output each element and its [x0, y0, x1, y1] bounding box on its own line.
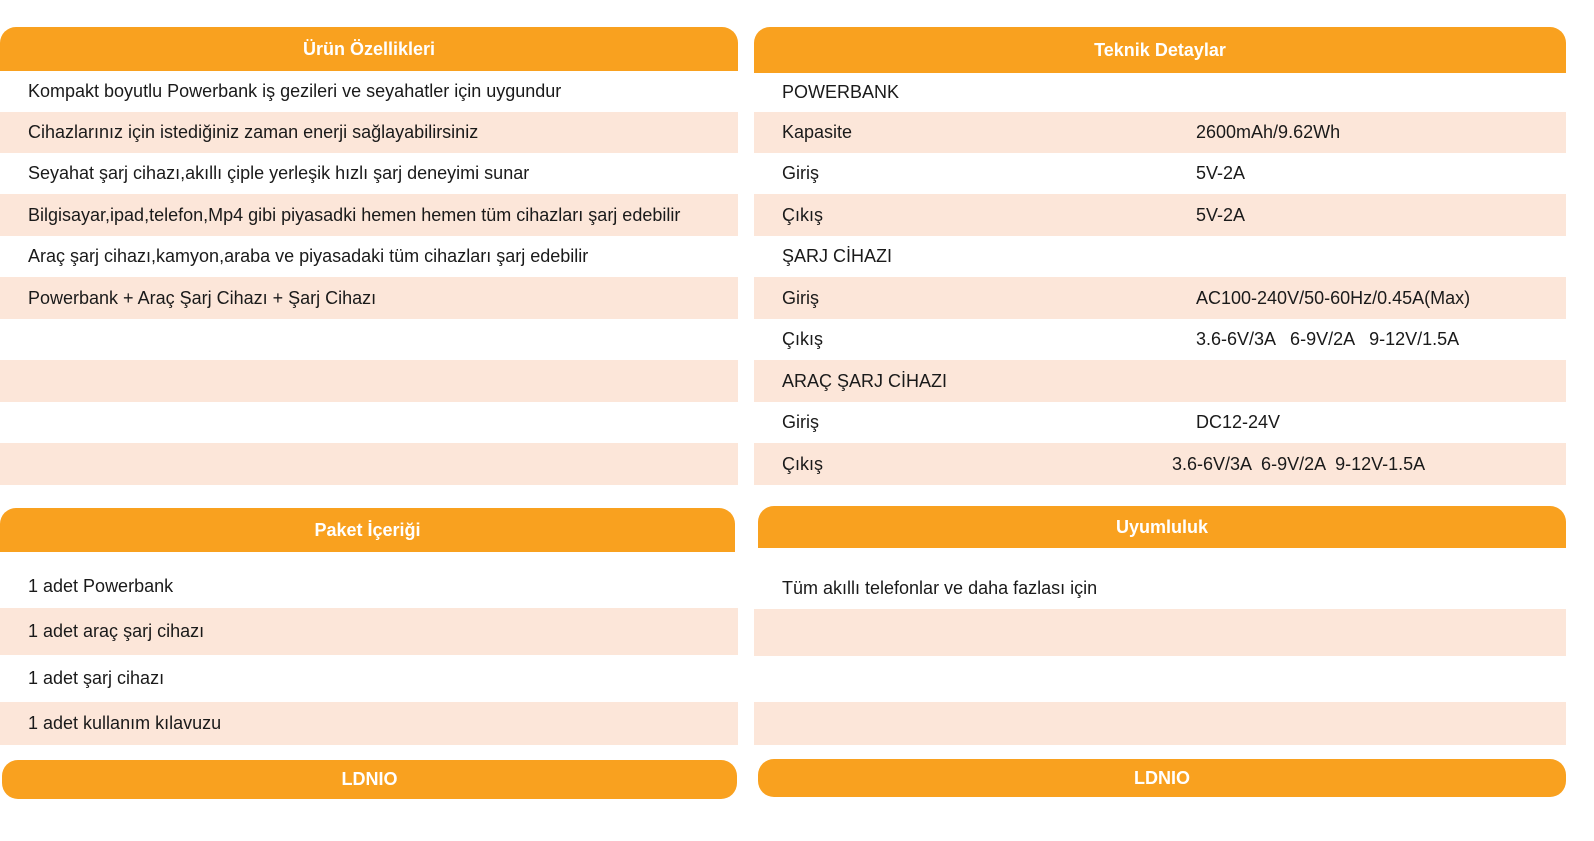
feature-row — [0, 71, 738, 112]
spec-label: Giriş — [782, 287, 819, 308]
feature-row — [0, 236, 738, 277]
spec-row — [754, 112, 1566, 153]
spec-value: AC100-240V/50-60Hz/0.45A(Max) — [1196, 287, 1471, 308]
spec-row — [754, 443, 1566, 485]
spec-value: DC12-24V — [1196, 412, 1281, 432]
spec-row — [754, 402, 1566, 443]
compat-row — [754, 656, 1566, 702]
specs-header: Teknik Detaylar — [754, 27, 1566, 73]
compat-footer-brand: LDNIO — [758, 759, 1566, 797]
spec-row — [754, 319, 1566, 360]
package-row — [0, 655, 738, 702]
package-item: 1 adet şarj cihazı — [28, 668, 165, 688]
package-row — [0, 608, 738, 655]
package-row — [0, 565, 738, 608]
compat-row — [754, 702, 1566, 745]
feature-row — [0, 402, 738, 443]
spec-value: 3.6-6V/3A 6-9V/2A 9-12V-1.5A — [1172, 453, 1426, 474]
spec-value: 3.6-6V/3A 6-9V/2A 9-12V/1.5A — [1196, 329, 1460, 349]
spec-row — [754, 236, 1566, 277]
feature-row — [0, 153, 738, 194]
spec-value: 5V-2A — [1196, 204, 1246, 225]
feature-text: Powerbank + Araç Şarj Cihazı + Şarj Cihazı — [28, 287, 377, 308]
spec-row — [754, 73, 1566, 112]
package-row — [0, 702, 738, 745]
feature-text: Seyahat şarj cihazı,akıllı çiple yerleşik hızlı şarj deneyimi sunar — [28, 163, 530, 183]
package-item: 1 adet Powerbank — [28, 576, 174, 596]
compat-row — [754, 567, 1566, 609]
feature-text: Kompakt boyutlu Powerbank iş gezileri ve seyahatler için uygundur — [28, 81, 562, 101]
feature-text: Araç şarj cihazı,kamyon,araba ve piyasadaki tüm cihazları şarj edebilir — [28, 246, 589, 266]
features-header: Ürün Özellikleri — [0, 27, 738, 71]
spec-label: Çıkış — [782, 204, 824, 225]
spec-label: ŞARJ CİHAZI — [782, 246, 893, 266]
spec-label: Giriş — [782, 412, 819, 432]
spec-label: POWERBANK — [782, 82, 900, 102]
spec-row — [754, 194, 1566, 236]
spec-row — [754, 153, 1566, 194]
spec-value: 5V-2A — [1196, 163, 1246, 183]
package-item: 1 adet araç şarj cihazı — [28, 621, 205, 641]
feature-text: Cihazlarınız için istediğiniz zaman enerji sağlayabilirsiniz — [28, 122, 479, 142]
spec-label: Çıkış — [782, 453, 824, 474]
spec-label: Giriş — [782, 163, 819, 183]
spec-row — [754, 360, 1566, 402]
feature-row — [0, 194, 738, 236]
feature-row — [0, 112, 738, 153]
package-header: Paket İçeriği — [0, 508, 735, 552]
feature-row — [0, 319, 738, 360]
package-footer-brand: LDNIO — [2, 760, 737, 799]
spec-label: Çıkış — [782, 329, 824, 349]
compat-item: Tüm akıllı telefonlar ve daha fazlası için — [782, 577, 1098, 598]
feature-row — [0, 443, 738, 485]
feature-row — [0, 360, 738, 402]
compat-row — [754, 609, 1566, 656]
compat-header: Uyumluluk — [758, 506, 1566, 548]
spec-row — [754, 277, 1566, 319]
spec-label: Kapasite — [782, 122, 853, 142]
package-item: 1 adet kullanım kılavuzu — [28, 713, 222, 733]
spec-value: 2600mAh/9.62Wh — [1196, 122, 1341, 142]
feature-row — [0, 277, 738, 319]
spec-label: ARAÇ ŞARJ CİHAZI — [782, 370, 948, 391]
feature-text: Bilgisayar,ipad,telefon,Mp4 gibi piyasadki hemen hemen tüm cihazları şarj edebilir — [28, 204, 681, 225]
